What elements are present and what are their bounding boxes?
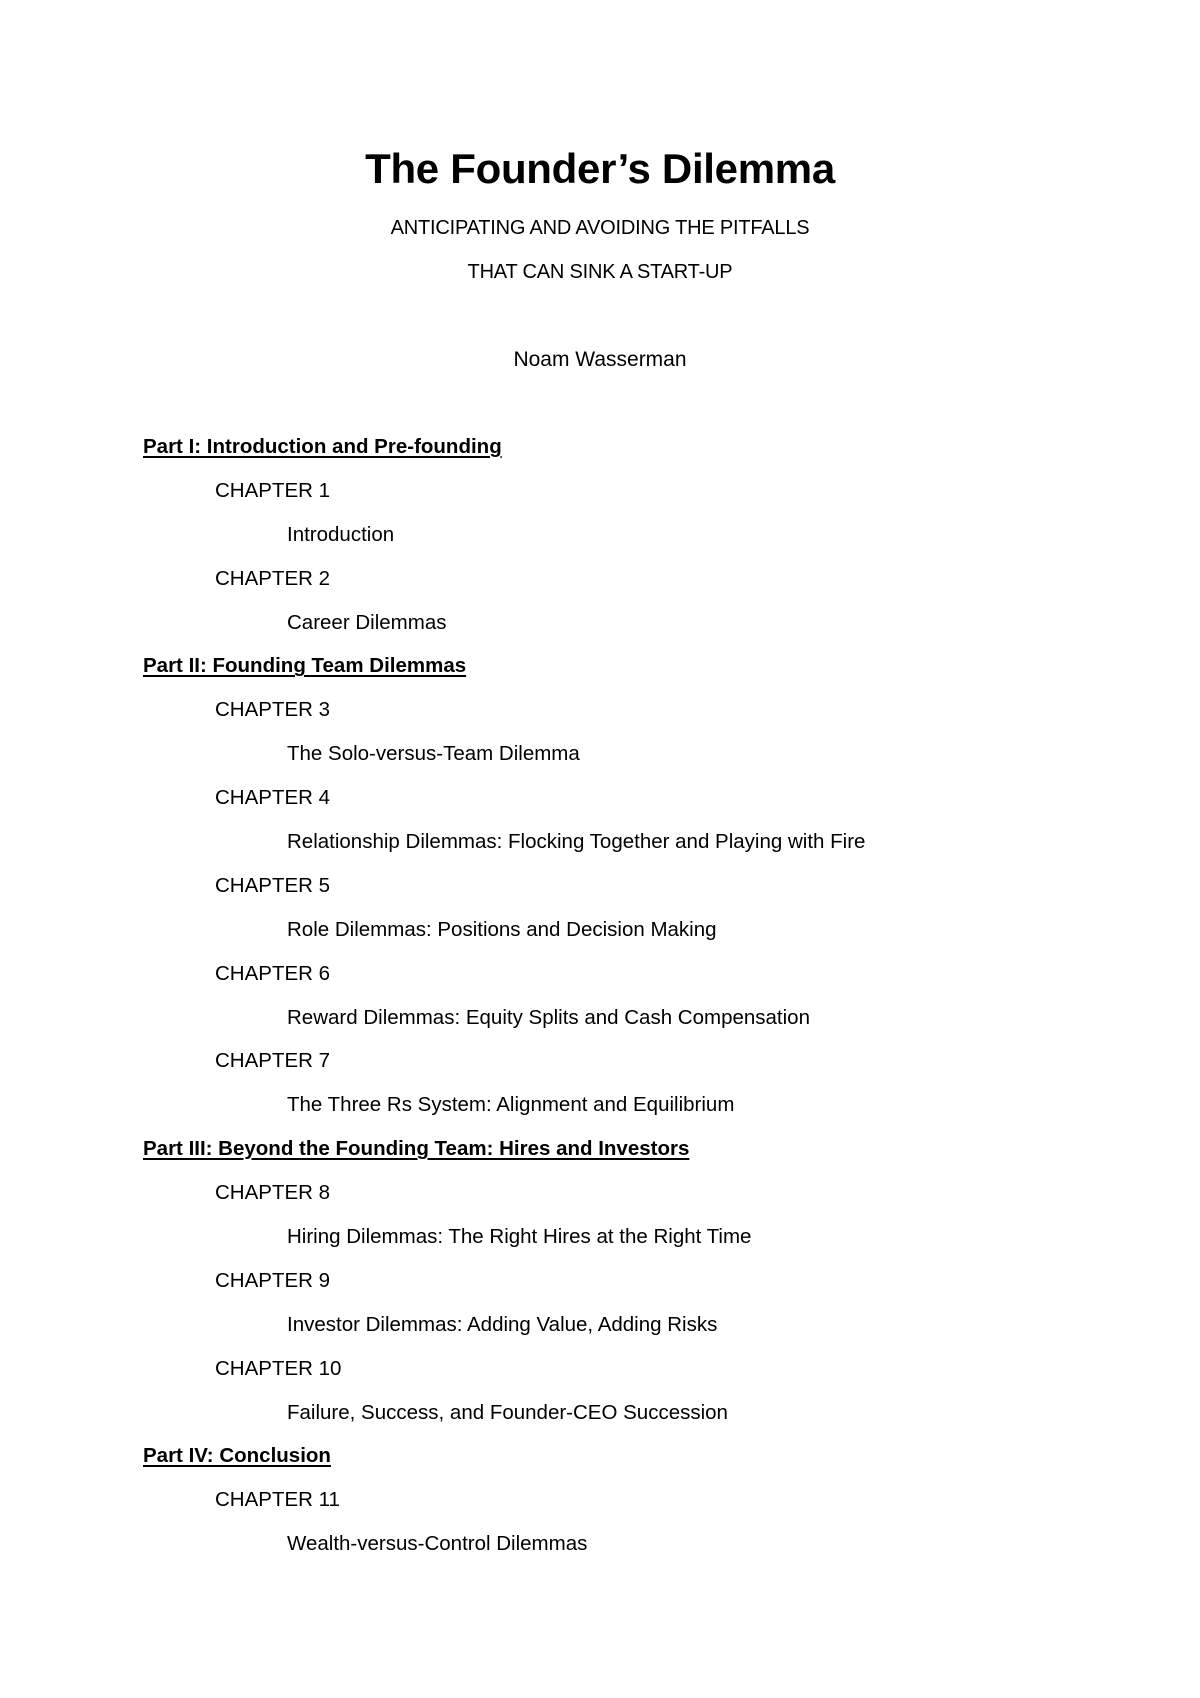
chapter-number: CHAPTER 8 bbox=[215, 1181, 331, 1205]
table-of-contents bbox=[0, 433, 1200, 1574]
chapter-title: Career Dilemmas bbox=[287, 610, 447, 634]
chapter-title: The Solo-versus-Team Dilemma bbox=[287, 742, 580, 766]
chapter-number: CHAPTER 11 bbox=[215, 1488, 340, 1512]
chapter-number: CHAPTER 2 bbox=[215, 566, 331, 590]
chapter-title: Investor Dilemmas: Adding Value, Adding Risks bbox=[287, 1312, 718, 1336]
chapter-title: Reward Dilemmas: Equity Splits and Cash Compensation bbox=[287, 1005, 810, 1029]
chapter-title: Introduction bbox=[287, 522, 395, 546]
chapter-number: CHAPTER 9 bbox=[215, 1268, 331, 1292]
author-name: Noam Wasserman bbox=[513, 348, 687, 371]
chapter-title: The Three Rs System: Alignment and Equilibrium bbox=[287, 1093, 735, 1117]
chapter-number: CHAPTER 1 bbox=[215, 478, 331, 502]
chapter-title: Role Dilemmas: Positions and Decision Making bbox=[287, 917, 717, 941]
chapter-number: CHAPTER 3 bbox=[215, 698, 331, 722]
part-heading: Part II: Founding Team Dilemmas bbox=[143, 654, 467, 678]
chapter-title: Hiring Dilemmas: The Right Hires at the Right Time bbox=[287, 1225, 752, 1249]
chapter-title: Relationship Dilemmas: Flocking Together and Playing with Fire bbox=[287, 830, 866, 854]
part-heading: Part III: Beyond the Founding Team: Hires and Investors bbox=[143, 1137, 690, 1161]
chapter-number: CHAPTER 6 bbox=[215, 961, 331, 985]
chapter-title: Failure, Success, and Founder-CEO Succession bbox=[287, 1400, 728, 1424]
part-heading: Part IV: Conclusion bbox=[143, 1444, 331, 1468]
chapter-number: CHAPTER 5 bbox=[215, 873, 331, 897]
part-heading: Part I: Introduction and Pre-founding bbox=[143, 435, 502, 458]
subtitle-line-2: THAT CAN SINK A START-UP bbox=[467, 261, 733, 283]
document-title: The Founder’s Dilemma bbox=[365, 145, 835, 192]
chapter-title: Wealth-versus-Control Dilemmas bbox=[287, 1532, 588, 1556]
chapter-number: CHAPTER 10 bbox=[215, 1356, 342, 1380]
chapter-number: CHAPTER 7 bbox=[215, 1049, 331, 1073]
chapter-number: CHAPTER 4 bbox=[215, 786, 331, 810]
subtitle-line-1: ANTICIPATING AND AVOIDING THE PITFALLS bbox=[390, 217, 810, 239]
